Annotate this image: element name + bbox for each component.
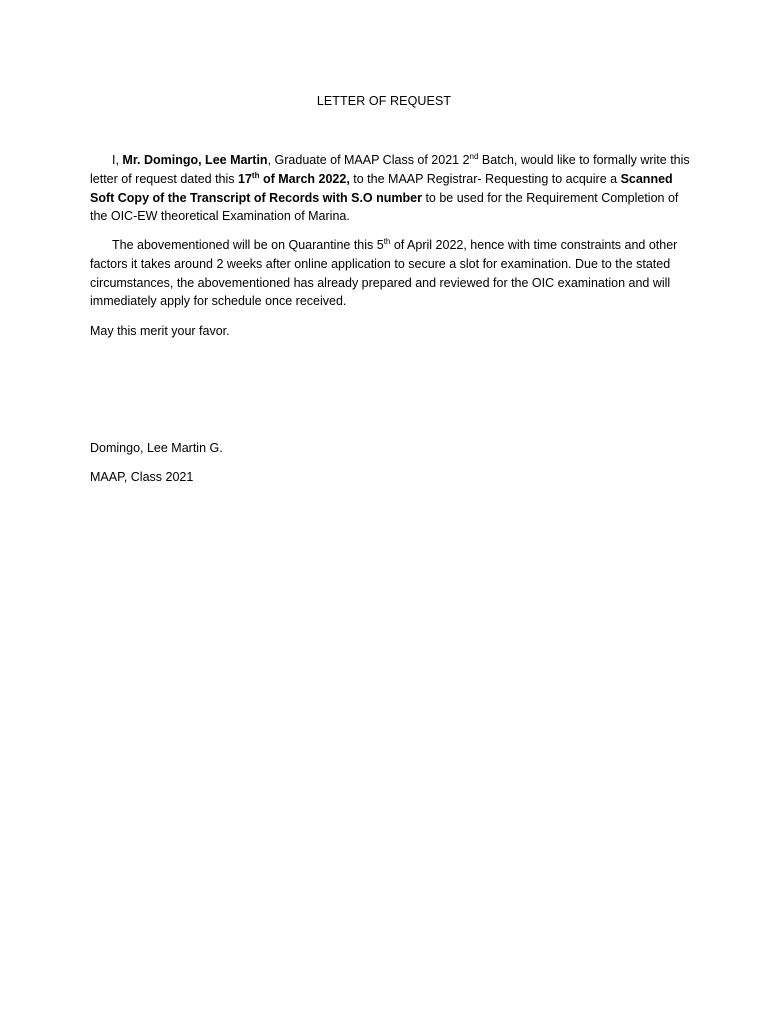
paragraph-request [90, 151, 690, 226]
p1-superscript-nd: nd [469, 151, 479, 161]
p2-superscript-th: th [383, 236, 391, 246]
p1-text-4: to the MAAP Registrar- Requesting to acquire a [349, 171, 621, 186]
p2-text-1: The abovementioned will be on Quarantine this 5 [112, 238, 384, 252]
request-date-day: 17 [238, 171, 252, 186]
request-date-superscript: th [251, 170, 260, 180]
requested-document: Scanned Soft Copy of the Transcript of Records with S.O number [90, 171, 673, 205]
signature-affiliation: MAAP, Class 2021 [90, 470, 194, 484]
request-date-rest: of March 2022, [259, 171, 350, 186]
signature-name: Domingo, Lee Martin G. [90, 441, 223, 455]
p2-text-2: of April 2022, hence with time constraints and other factors it takes around 2 weeks after online application to secure a slot for examination. Due to the stated circumstances, the abovementioned has already prepared and reviewed for the OIC examination and will immediately apply for schedule once received. [90, 238, 678, 309]
p1-text-5: to be used for the Requirement Completion of the OIC-EW theoretical Examination of Marina. [90, 190, 679, 224]
paragraph-circumstances [90, 236, 690, 311]
p1-text-1: I, [112, 153, 123, 167]
paragraph-closing: May this merit your favor. [90, 324, 230, 338]
p1-text-3: Batch, would like to formally write this letter of request dated this [90, 153, 690, 186]
p1-text-2: , Graduate of MAAP Class of 2021 2 [267, 153, 470, 167]
request-date [238, 172, 350, 186]
requester-name: Mr. Domingo, Lee Martin [122, 153, 268, 167]
letter-title: LETTER OF REQUEST [316, 94, 452, 108]
